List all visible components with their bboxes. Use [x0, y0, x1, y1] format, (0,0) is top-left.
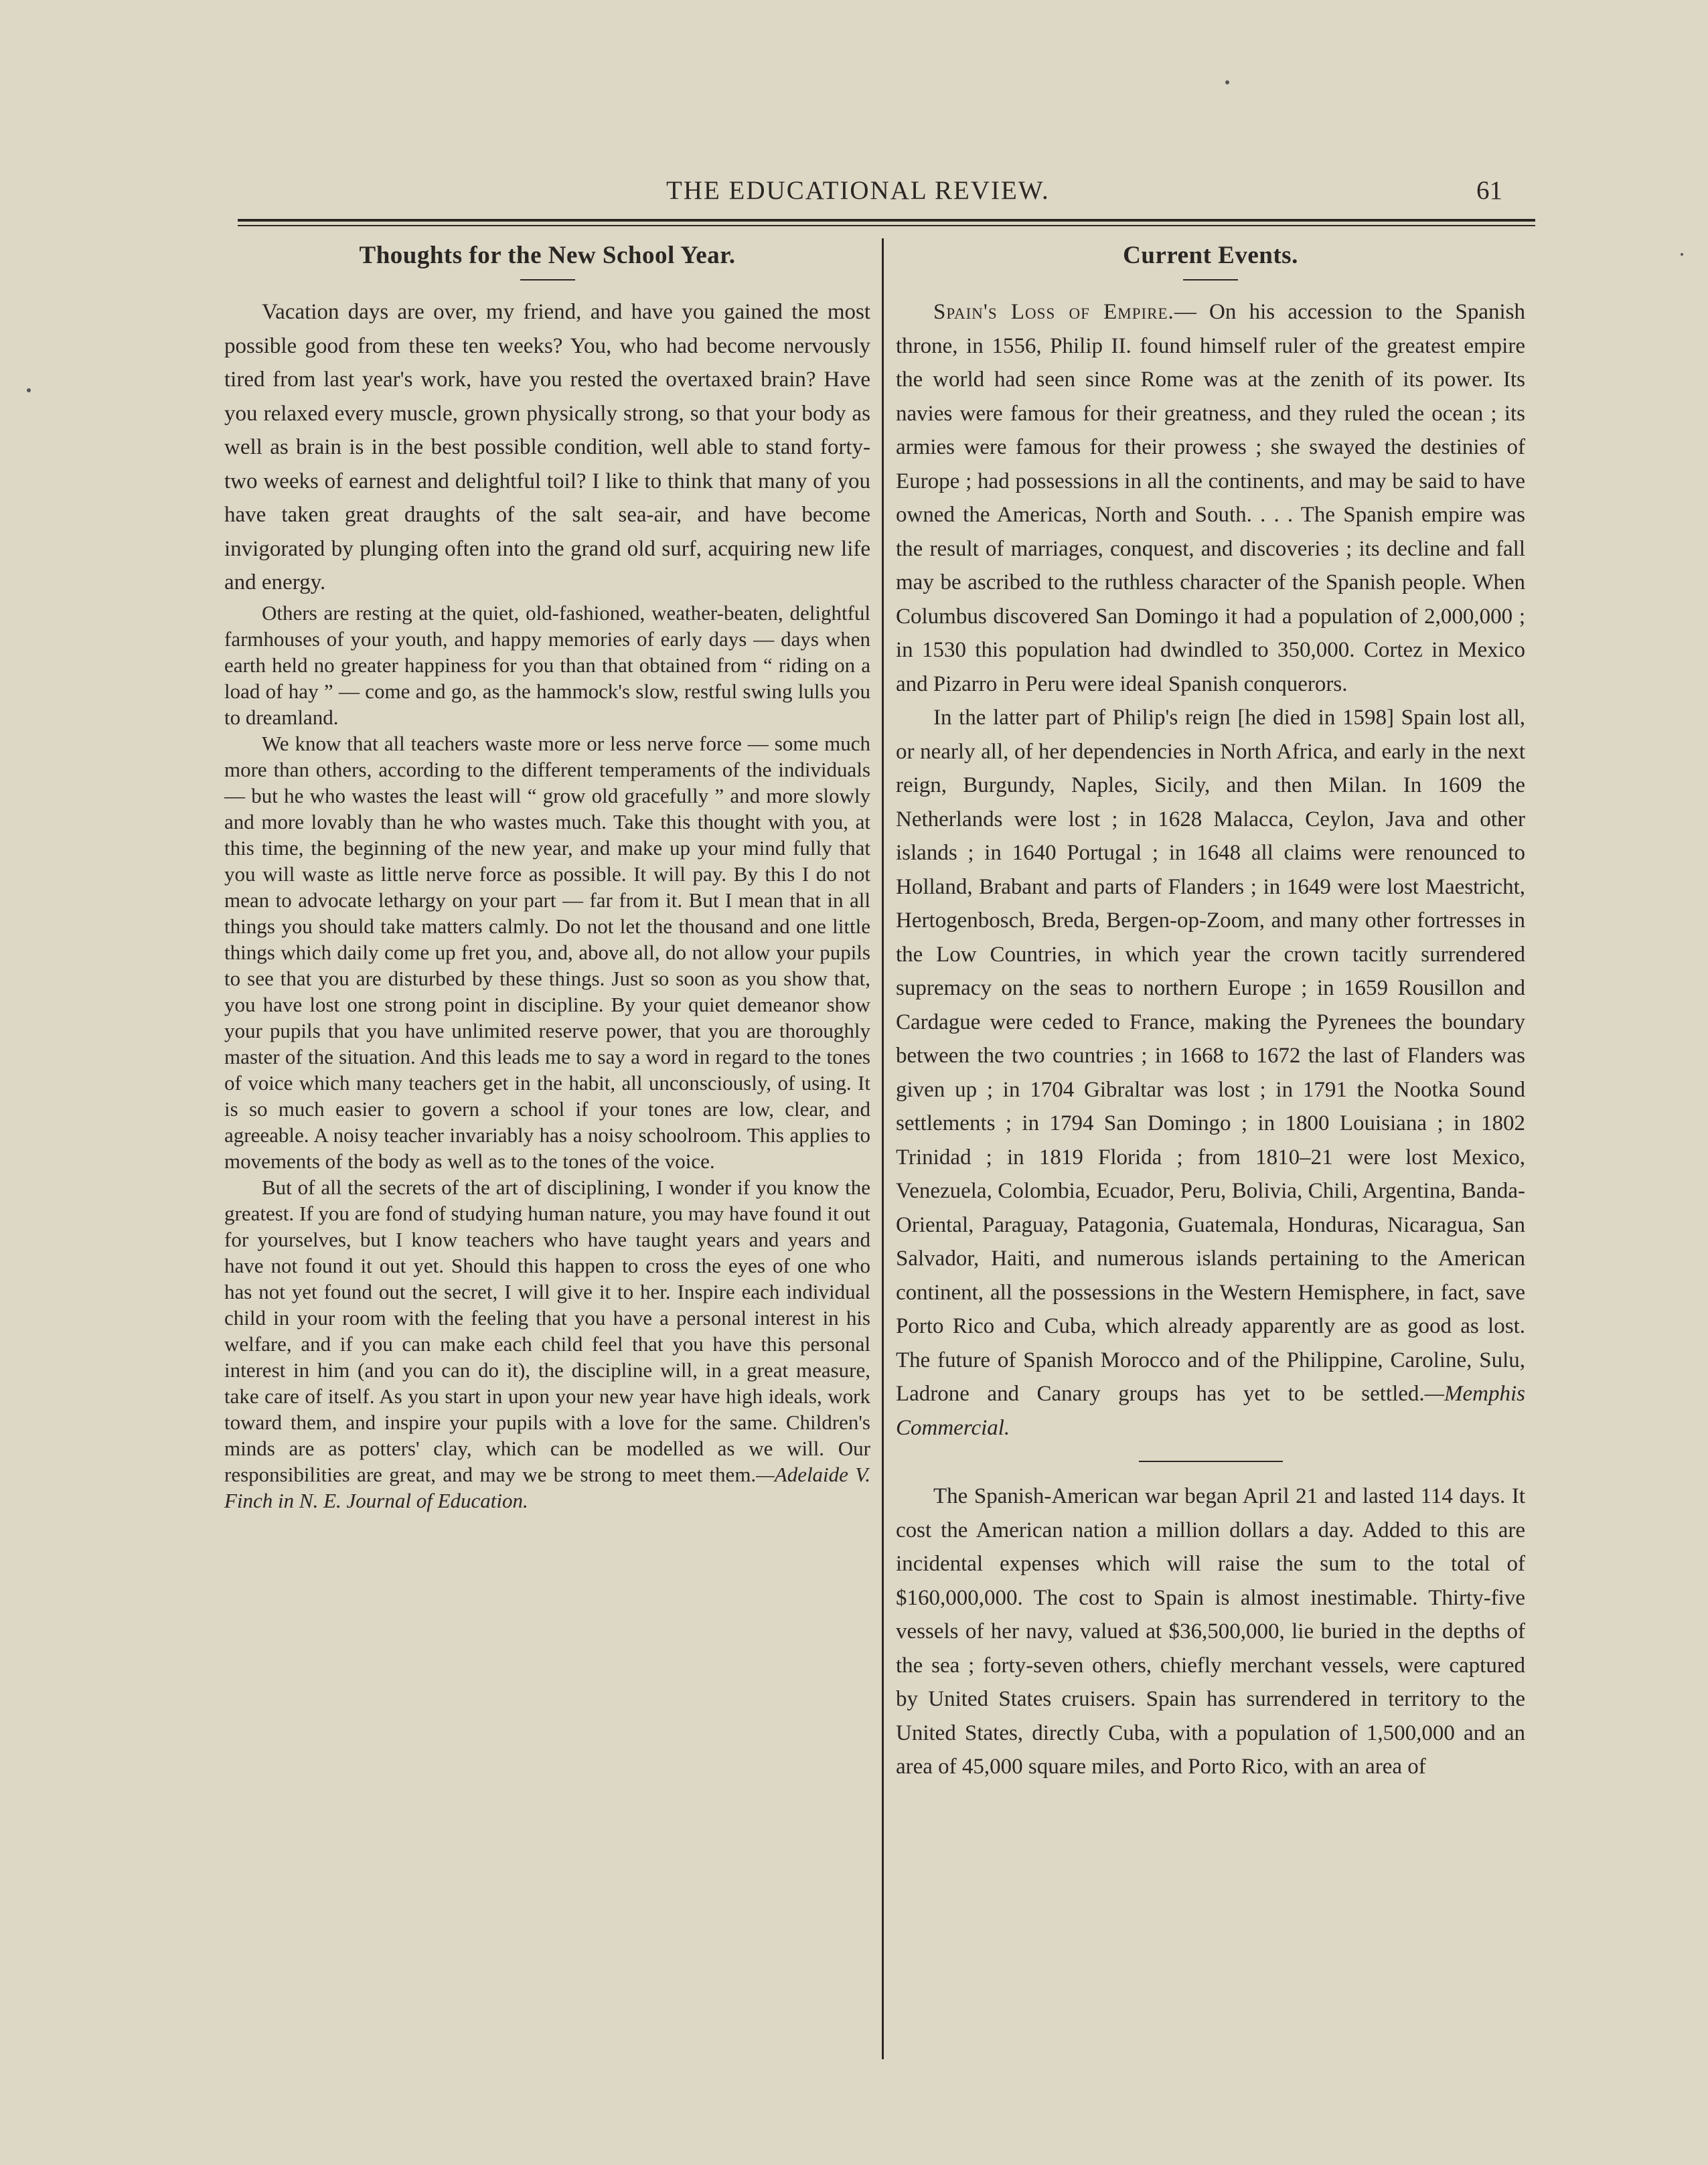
- right-column: [896, 241, 1525, 1784]
- title-rule: [520, 279, 575, 280]
- paragraph-text: — On his accession to the Spanish throne, in 1556, Philip II. found himself ruler of the greatest empire the world had seen since Rome was at the zenith of its power. Its navies were famous for their greatness, and they ruled the ocean ; its armies were famous for their prowess ; she swayed the destinies of Europe ; had possessions in all the continents, and may be said to have owned the Americas, North and South. . . . The Spanish empire was the result of marriages, conquest, and discoveries ; its decline and fall may be ascribed to the ruthless character of the Spanish people. When Columbus discovered San Domingo it had a population of 2,000,000 ; in 1530 this population had dwindled to 350,000. Cortez in Mexico and Pizarro in Peru were ideal Spanish conquerors.: [896, 300, 1525, 696]
- page-number: 61: [1476, 176, 1502, 205]
- article-title-current-events: Current Events.: [1123, 242, 1298, 269]
- section-lead: Spain's Loss of Empire.: [933, 300, 1174, 324]
- paragraph: Vacation days are over, my friend, and have you gained the most possible good from these ten weeks? You, who had become nervously tired from last year's work, have you rested the overtaxed brain? Have you relaxed every muscle, grown physically strong, so that your body as well as brain is in the best possible condition, well able to stand forty-two weeks of earnest and delightful toil? I like to think that many of you have taken great draughts of the salt sea-air, and have become invigorated by plunging often into the grand old surf, acquiring new life and energy.: [224, 300, 870, 594]
- paragraph-text: But of all the secrets of the art of disciplining, I wonder if you know the greatest. If you are fond of studying human nature, you may have found it out for yourselves, but I know teachers who have taught years and years and have not found it out yet. Should this happen to cross the eyes of one who has not yet found out the secret, I will give it to her. Inspire each individual child in your room with the feeling that you have a personal interest in his welfare, and if you can make each child feel that you have this personal interest in him (and you can do it), the discipline will, in a great measure, take care of itself. As you start in upon your new year have high ideals, work toward them, and inspire your pupils with a love for the same. Children's minds are as potters' clay, which can be modelled as we will. Our responsibilities are great, and may we be strong to meet them.: [224, 1175, 870, 1486]
- header-double-rule: [238, 219, 1535, 226]
- paragraph: We know that all teachers waste more or less nerve force — some much more than others, according to the different temperaments of the individuals — but he who wastes the least will “ grow old gracefully ” and more slowly and more lovably than he who wastes much. Take this thought with you, at this time, the beginning of the new year, and make up your mind fully that you will waste as little nerve force as possible. It will pay. By this I do not mean to advocate lethargy on your part — far from it. But I mean that in all things you should take matters calmly. Do not let the thousand and one little things which daily come up fret you, and, above all, do not allow your pupils to see that you are disturbed by these things. Just so soon as you show that, you have lost one strong point in discipline. By your quiet demeanor show your pupils that you have unlimited reserve power, that you are thoroughly master of the situation. And this leads me to say a word in regard to the tones of voice which many teachers get in the habit, all unconsciously, of using. It is so much easier to govern a school if your tones are low, clear, and agreeable. A noisy teacher invariably has a noisy schoolroom. This applies to movements of the body as well as to the tones of the voice.: [224, 731, 870, 1173]
- paragraph: [896, 295, 1525, 701]
- paper-speck: [1681, 253, 1683, 256]
- paragraph: [224, 1174, 870, 1514]
- left-column: [224, 241, 870, 1514]
- paragraph: [896, 701, 1525, 1445]
- paragraph-text: In the latter part of Philip's reign [he died in 1598] Spain lost all, or nearly all, of her dependencies in North Africa, and early in the next reign, Burgundy, Naples, Sicily, and then Milan. In 1609 the Netherlands were lost ; in 1628 Malacca, Ceylon, Java and other islands ; in 1640 Portugal ; in 1648 all claims were renounced to Holland, Brabant and parts of Flanders ; in 1649 were lost Maestricht, Hertogenbosch, Breda, Bergen-op-Zoom, and many other fortresses in the Low Countries, in which year the crown tacitly surrendered supremacy on the seas to northern Europe ; in 1659 Rousillon and Cardague were ceded to France, making the Pyrenees the boundary between the two countries ; in 1668 to 1672 the last of Flanders was given up ; in 1704 Gibraltar was lost ; in 1791 the Nootka Sound settlements ; in 1794 San Domingo ; in 1800 Louisiana ; in 1802 Trinidad ; in 1819 Florida ; from 1810–21 were lost Mexico, Venezuela, Colombia, Ecuador, Peru, Bolivia, Chili, Argentina, Banda-Oriental, Paraguay, Patagonia, Guatemala, Honduras, Nicaragua, San Salvador, Haiti, and numerous islands pertaining to the American continent, all the possessions in the Western Hemisphere, in fact, save Porto Rico and Cuba, which already apparently are as good as lost. The future of Spanish Morocco and of the Philippine, Caroline, Sulu, Ladrone and Canary groups has yet to be settled.: [896, 706, 1525, 1406]
- paper-speck: [1225, 80, 1229, 84]
- column-divider: [882, 238, 884, 2059]
- attribution: —Memphis Commercial.: [896, 1382, 1525, 1440]
- paragraph: The Spanish-American war began April 21 and lasted 114 days. It cost the American nation a million dollars a day. Added to this are incidental expenses which will raise the sum to the total of $160,000,000. The cost to Spain is almost inestimable. Thirty-five vessels of her navy, valued at $36,500,000, lie buried in the depths of the sea ; forty-seven others, chiefly merchant vessels, were captured by United States cruisers. Spain has surrendered in territory to the United States, directly Cuba, with a population of 1,500,000 and an area of 45,000 square miles, and Porto Rico, with an area of: [896, 1484, 1525, 1779]
- article-title-thoughts: Thoughts for the New School Year.: [359, 242, 736, 269]
- section-rule: [1139, 1461, 1283, 1462]
- title-rule: [1183, 279, 1238, 280]
- paper-speck: [27, 388, 31, 392]
- running-head: THE EDUCATIONAL REVIEW.: [666, 176, 1050, 205]
- attribution: —Adelaide V. Finch in N. E. Journal of Education.: [224, 1462, 871, 1512]
- paragraph: Others are resting at the quiet, old-fashioned, weather-beaten, delightful farmhouses of your youth, and happy memories of early days — days when earth held no greater happiness for you than that obtained from “ riding on a load of hay ” — come and go, as the hammock's slow, restful swing lulls you to dreamland.: [224, 600, 870, 729]
